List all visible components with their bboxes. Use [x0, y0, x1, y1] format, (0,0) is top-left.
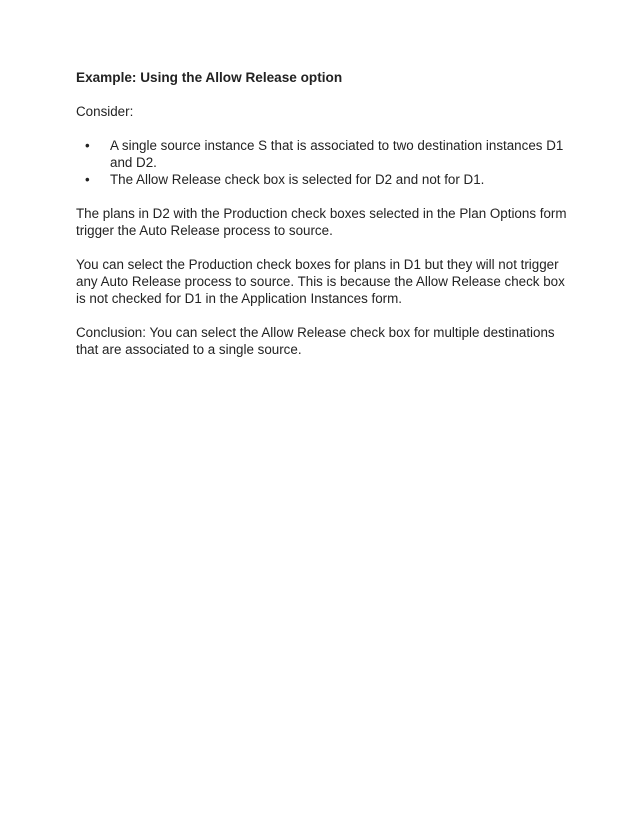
bullet-text: The Allow Release check box is selected for D2 and not for D1.	[110, 172, 485, 187]
bullet-icon: •	[85, 138, 90, 153]
bullet-text: A single source instance S that is associated to two destination instances D1 and D2.	[110, 138, 564, 170]
paragraph-plans-d2: The plans in D2 with the Production check boxes selected in the Plan Options form trigger the Auto Release process to source.	[76, 206, 567, 238]
bullet-list	[76, 137, 576, 188]
document-body	[76, 69, 576, 375]
example-heading: Example: Using the Allow Release option	[76, 70, 343, 85]
bullet-item	[76, 171, 576, 188]
bullet-icon: •	[85, 172, 90, 187]
paragraph-production-d1: You can select the Production check boxes for plans in D1 but they will not trigger any Auto Release process to source. This is because the Allow Release check box is not checked for D1 in the Application Instances form.	[76, 257, 565, 306]
intro-text: Consider:	[76, 104, 134, 119]
bullet-item	[76, 137, 576, 171]
paragraph-conclusion: Conclusion: You can select the Allow Release check box for multiple destinations that are associated to a single source.	[76, 325, 555, 357]
